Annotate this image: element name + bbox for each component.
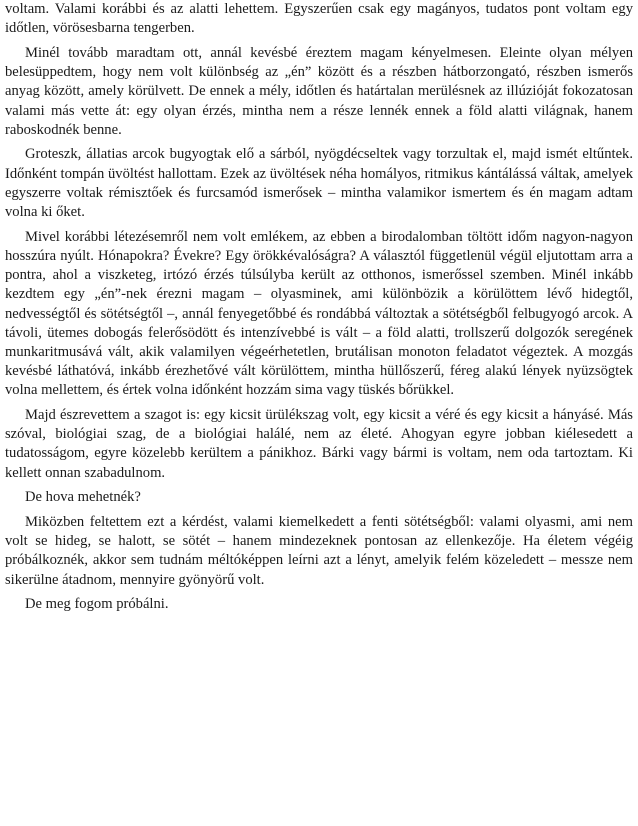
paragraph-7: Miközben feltettem ezt a kérdést, valami kiemelkedett a fenti sötétségből: valami olyasmi, ami nem volt se hideg, se halott, se sötét – hanem mindezeknek pontosan az ellenkezője. Ha életem végéig próbálkoznék, akkor sem tudnám méltóképpen leírni azt a lényt, amelyik felém közeledett – messze nem sikerülne átadnom, mennyire gyönyörű volt. [5, 514, 633, 588]
paragraph-6: De hova mehetnék? [25, 489, 141, 506]
paragraph-5: Majd észrevettem a szagot is: egy kicsit ürülékszag volt, egy kicsit a véré és egy kicsit a hányásé. Más szóval, biológiai szag, de a biológiai halálé, nem az életé. Ahogyan egyre jobban kiélesedett a tudatosságom, egyre közelebb kerültem a pánikhoz. Bárki vagy bármi is voltam, nem oda tartoztam. Ki kellett onnan szabadulnom. [5, 407, 633, 481]
document-page [5, 0, 633, 615]
paragraph-2: Minél tovább maradtam ott, annál kevésbé éreztem magam kényelmesen. Eleinte olyan mélyen belesüppedtem, hogy nem volt különbség az „én” között és a részben hátborzongató, részben ismerős anyag között, amely körülvett. De ennek a mély, időtlen és határtalan merülésnek az illúzióját fokozatosan valami más vette át: egy olyan érzés, mintha nem a része lennék ennek a föld alatti világnak, hanem raboskodnék benne. [5, 44, 633, 138]
paragraph-4: Mivel korábbi létezésemről nem volt emlékem, az ebben a birodalomban töltött időm nagyon-nagyon hosszúra nyúlt. Hónapokra? Évekre? Egy örökkévalóságra? A választól függetlenül végül eljutottam arra a pontra, ahol a viszketeg, irtózó érzés túlsúlyba került az otthonos, ismerőssel szemben. Minél inkább kezdtem egy „én”-nek érezni magam – olyasminek, ami különbözik a körülöttem lévő hidegtől, nedvességtől és sötétségtől –, annál fenyegetőbbé és rondábbá változtak a sötétségből felbugyogó arcok. A távoli, ütemes dobogás felerősödött és intenzívebbé is vált – a föld alatti, trollszerű dolgozók seregének munkaritmusává vált, akik valamilyen végeérhetetlen, brutálisan monoton feladatot végeztek. A mozgás kevésbé láthatóvá, inkább érezhetővé vált körülöttem, mintha hüllőszerű, féreg alakú lények nyüzsögtek volna mellettem, és értek volna időnként hozzám sima vagy tüskés bőrükkel. [5, 228, 633, 399]
paragraph-8: De meg fogom próbálni. [25, 596, 169, 613]
paragraph-1: voltam. Valami korábbi és az alatti lehettem. Egyszerűen csak egy magányos, tudatos pont voltam egy időtlen, vörösesbarna tengerben. [5, 1, 633, 37]
paragraph-3: Groteszk, állatias arcok bugyogtak elő a sárból, nyögdécseltek vagy torzultak el, majd ismét eltűntek. Időnként tompán üvöltést hallottam. Ezek az üvöltések néha homályos, ritmikus kántálássá váltak, amelyek egyszerre voltak rémisztőek és furcsamód ismerősek – mintha valamikor ismertem és én magam adtam volna ki őket. [5, 146, 633, 221]
